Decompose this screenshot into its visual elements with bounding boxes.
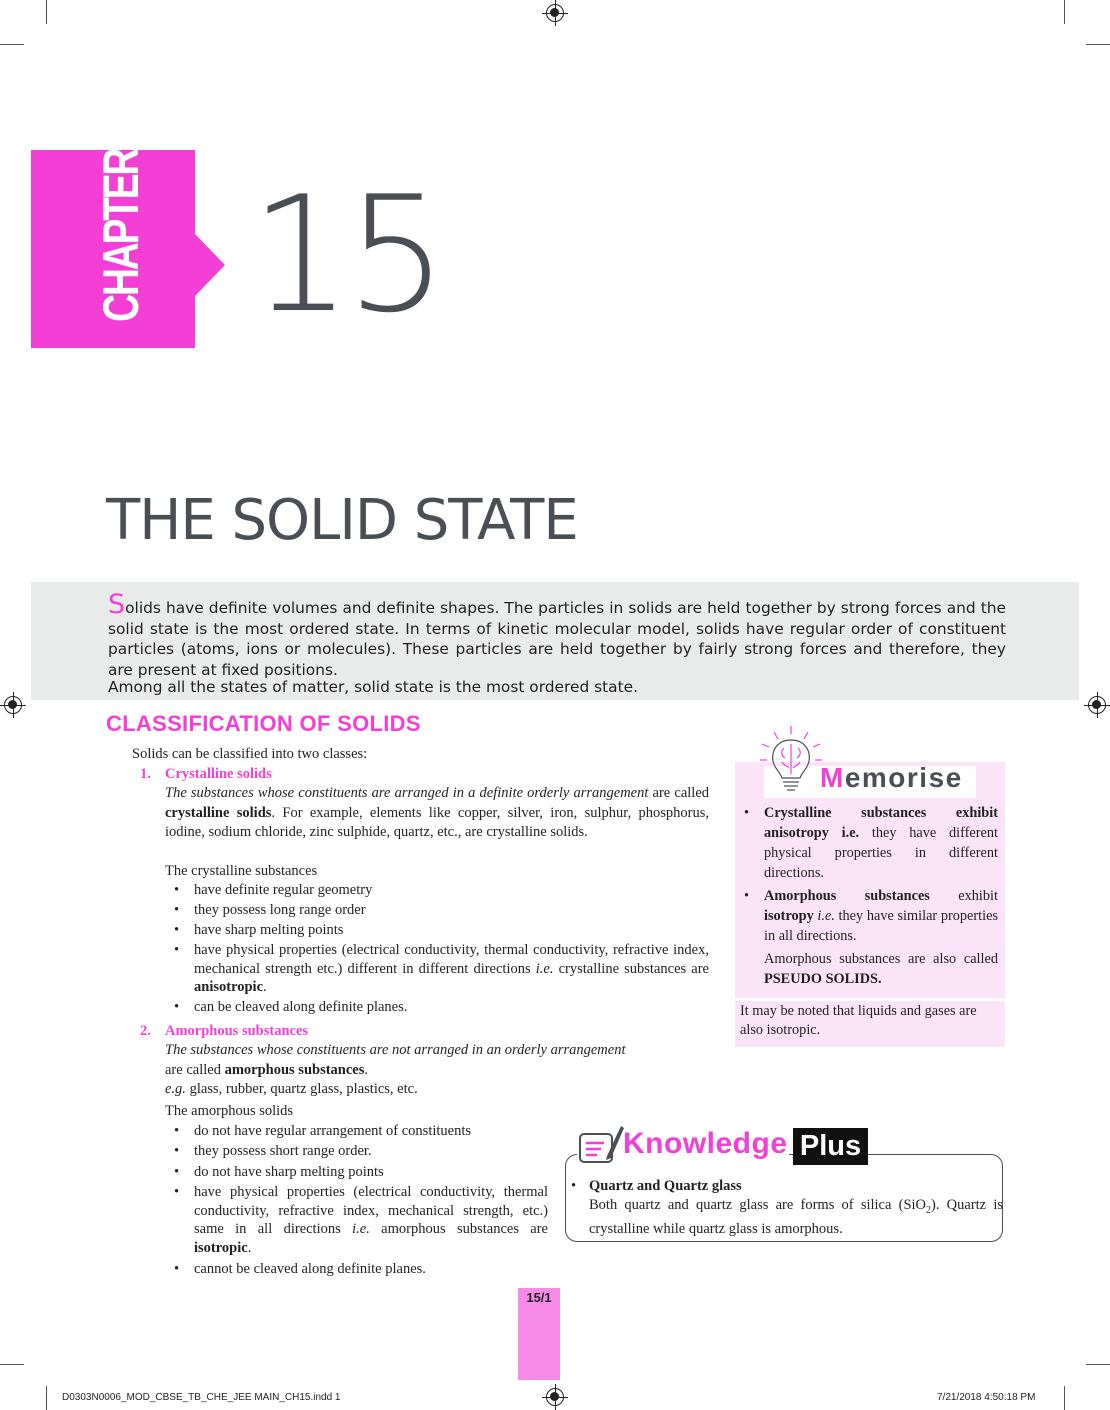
intro-paragraph-2: Among all the states of matter, solid state is the most ordered state.	[108, 678, 639, 696]
item-number: 1.	[140, 766, 151, 782]
section-heading: CLASSIFICATION OF SOLIDS	[106, 711, 421, 736]
memorise-item: • Amorphous substances exhibit isotropy i.e. they have similar properties in all directions.	[744, 888, 998, 944]
list-item: • cannot be cleaved along definite planes.	[174, 1261, 426, 1277]
dropcap: S	[108, 589, 126, 620]
memorise-item: • Crystalline substances exhibit anisotropy i.e. they have different physical properties in different directions.	[744, 805, 998, 881]
intro-panel	[31, 582, 1079, 700]
list-item: • do not have regular arrangement of constituents	[174, 1123, 472, 1139]
chapter-arrow	[195, 234, 225, 296]
footer-timestamp: 7/21/2018 4:50:18 PM	[937, 1392, 1036, 1403]
crop-mark	[0, 1364, 24, 1365]
knowledge-plus-badge: Plus	[793, 1128, 868, 1165]
list-lead: The crystalline substances	[165, 863, 318, 879]
memorise-note: It may be noted that liquids and gases are also isotropic.	[740, 1003, 977, 1038]
footer-filename: D0303N0006_MOD_CBSE_TB_CHE_JEE MAIN_CH15.indd 1	[62, 1392, 341, 1403]
notepad-pencil-icon	[577, 1122, 625, 1166]
definition-text: The substances whose constituents are arranged in a definite orderly arrangement are called crystalline solids. For example, elements like copper, silver, iron, sulphur, phosphorus, iodine, sodium chloride, zinc sulphide, quartz, etc., are crystalline solids.	[165, 785, 710, 840]
list-item: • have physical properties (electrical conductivity, thermal conductivity, refractive index, mechanical strength, etc.) same in all directions i.e. amorphous substances are isotropic.	[174, 1184, 548, 1257]
crop-mark	[1064, 0, 1065, 24]
knowledge-plus-item: • Quartz and Quartz glass	[571, 1178, 742, 1194]
crop-mark	[46, 1386, 47, 1410]
crop-mark	[0, 44, 24, 45]
page-number: 15/1	[526, 1290, 552, 1305]
crop-mark	[1064, 1386, 1065, 1410]
lightbulb-brain-icon	[756, 724, 826, 796]
memorise-title: Memorise	[820, 762, 963, 793]
memorise-extra: Amorphous substances are also called PSEUDO SOLIDS.	[764, 951, 998, 987]
registration-mark-icon	[1088, 696, 1106, 714]
section-lead: Solids can be classified into two classes:	[132, 746, 368, 762]
chapter-number: 15	[250, 161, 442, 348]
list-item: • have physical properties (electrical conductivity, thermal conductivity, refractive index, mechanical strength etc.) different in different directions i.e. crystalline substances are anisotropic.	[174, 942, 709, 995]
chapter-label: CHAPTER	[93, 149, 149, 322]
list-item: • have definite regular geometry	[174, 882, 373, 898]
crop-mark	[1086, 1364, 1110, 1365]
item-title: Crystalline solids	[165, 766, 272, 782]
list-item: • can be cleaved along definite planes.	[174, 999, 408, 1015]
knowledge-plus-title: Knowledge	[623, 1127, 788, 1160]
crop-mark	[1086, 44, 1110, 45]
item-number: 2.	[140, 1023, 151, 1039]
list-item: • they possess short range order.	[174, 1143, 372, 1159]
registration-mark-icon	[546, 1388, 564, 1406]
definition-text: The substances whose constituents are not arranged in an orderly arrangement are called amorphous substances. e.g. glass, rubber, quartz glass, plastics, etc.	[165, 1042, 626, 1097]
list-lead: The amorphous solids	[165, 1103, 294, 1119]
chapter-title: THE SOLID STATE	[106, 488, 578, 553]
list-item: • do not have sharp melting points	[174, 1164, 384, 1180]
intro-paragraph: Solids have definite volumes and definite shapes. The particles in solids are held together by strong forces and the solid state is the most ordered state. In terms of kinetic molecular model, solids have regular order of constituent particles (atoms, ions or molecules). These particles are held together by fairly strong forces and therefore, they are present at fixed positions.	[108, 589, 1006, 679]
list-item: • have sharp melting points	[174, 922, 344, 938]
knowledge-plus-text: Both quartz and quartz glass are forms of silica (SiO$_2$). Quartz is crystalline while quartz glass is amorphous.	[589, 1197, 1003, 1238]
crop-mark	[46, 0, 47, 24]
item-title: Amorphous substances	[165, 1023, 309, 1039]
registration-mark-icon	[4, 696, 22, 714]
registration-mark-icon	[546, 4, 564, 22]
list-item: • they possess long range order	[174, 902, 366, 918]
